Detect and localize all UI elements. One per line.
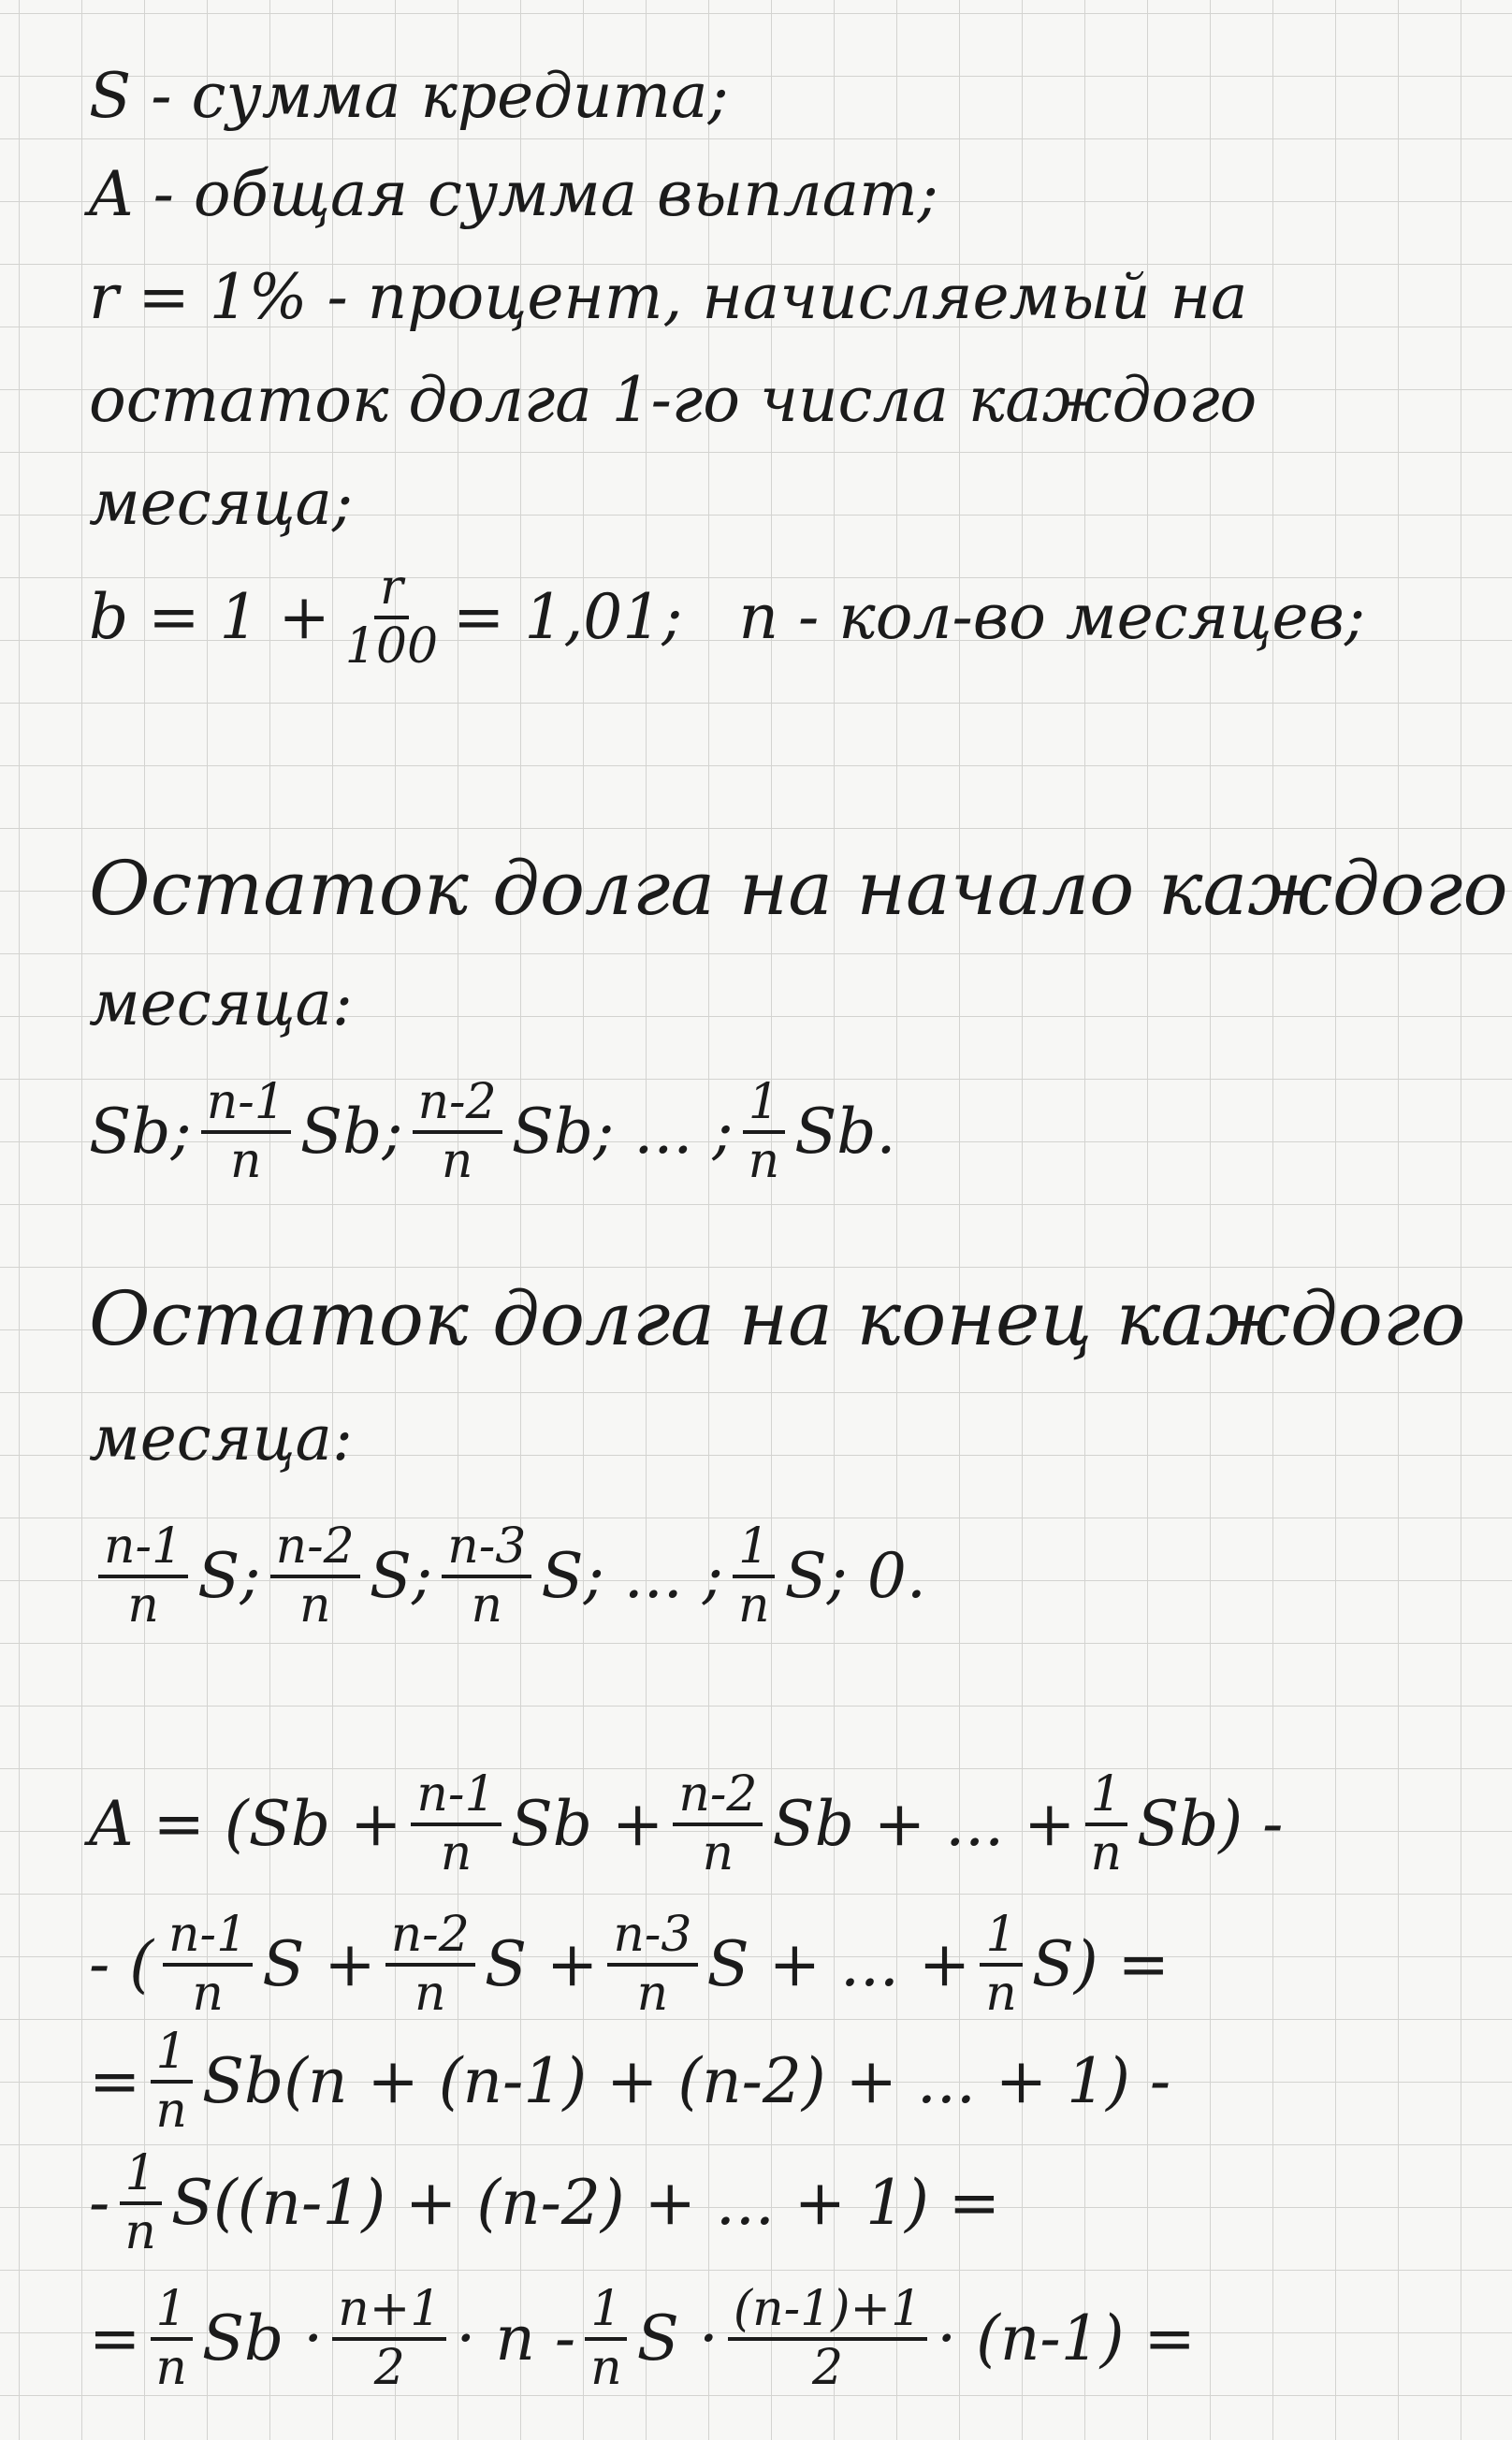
d5-fraction-4-numerator: (n-1)+1	[728, 2284, 927, 2341]
start-heading-text-2: месяца:	[89, 967, 354, 1039]
d3-part-a: =	[89, 2045, 141, 2117]
d5-fraction-1	[150, 2281, 193, 2396]
derivation-line-5	[89, 2273, 1196, 2404]
d5-fraction-2-denominator: 2	[373, 2340, 405, 2396]
end-fraction-2-numerator: n-2	[270, 1521, 360, 1578]
d1-part-c: Sb + ... +	[772, 1788, 1076, 1860]
d5-fraction-2	[332, 2281, 446, 2396]
b-rhs: = 1,01;	[453, 581, 683, 653]
d1-fraction-2-denominator: n	[702, 1825, 734, 1881]
start-fraction-3	[743, 1074, 786, 1189]
definition-b	[89, 543, 1365, 692]
start-fraction-1	[201, 1074, 291, 1189]
d4-part-a: -	[89, 2167, 110, 2239]
start-fraction-3-numerator: 1	[743, 1077, 785, 1134]
d5-fraction-3	[585, 2281, 628, 2396]
start-fraction-1-numerator: n-1	[201, 1077, 291, 1134]
start-fraction-2-numerator: n-2	[413, 1077, 502, 1134]
end-term-3: S; ... ;	[541, 1540, 723, 1612]
end-heading-line-2	[89, 1402, 354, 1474]
d5-fraction-4	[728, 2281, 927, 2396]
definition-s-text: S - сумма кредита;	[89, 60, 729, 132]
end-fraction-3	[442, 1518, 531, 1634]
d5-part-d: S ·	[636, 2302, 719, 2375]
d1-fraction-1-numerator: n-1	[411, 1769, 501, 1826]
n-definition: n - кол-во месяцев;	[738, 581, 1366, 653]
start-term-3: Sb; ... ;	[511, 1096, 734, 1168]
d5-part-b: Sb ·	[201, 2302, 324, 2375]
d2-fraction-2-numerator: n-2	[385, 1910, 475, 1967]
end-fraction-3-numerator: n-3	[442, 1521, 531, 1578]
d5-part-c: · n -	[456, 2302, 576, 2375]
b-fraction	[340, 559, 443, 675]
end-term-4: S; 0.	[784, 1540, 926, 1612]
end-fraction-1-denominator: n	[127, 1577, 159, 1634]
end-heading-text-1: Остаток долга на конец каждого	[89, 1275, 1466, 1362]
d4-fraction	[119, 2145, 162, 2260]
d5-fraction-1-numerator: 1	[151, 2284, 193, 2341]
d2-part-a: - (	[89, 1928, 154, 2000]
end-fraction-2-denominator: n	[298, 1577, 331, 1634]
d2-fraction-3-numerator: n-3	[607, 1910, 697, 1967]
definition-r-line-2	[89, 364, 1258, 436]
b-fraction-numerator: r	[374, 562, 409, 619]
d1-part-b: Sb +	[510, 1788, 664, 1860]
d2-part-b: S +	[262, 1928, 376, 2000]
definition-s	[89, 60, 729, 132]
d1-fraction-1	[411, 1766, 501, 1881]
d2-fraction-4-denominator: n	[985, 1966, 1017, 2022]
d5-part-a: =	[89, 2302, 141, 2375]
definition-r-line-3	[89, 467, 354, 539]
start-heading-line-1	[89, 845, 1508, 932]
d1-part-d: Sb) -	[1136, 1788, 1284, 1860]
start-fraction-2	[413, 1074, 502, 1189]
d2-part-e: S) =	[1031, 1928, 1170, 2000]
d1-fraction-3	[1084, 1766, 1127, 1881]
definition-a-text: A - общая сумма выплат;	[89, 158, 938, 230]
d1-fraction-2-numerator: n-2	[673, 1769, 763, 1826]
d5-fraction-2-numerator: n+1	[332, 2284, 446, 2341]
b-lhs: b = 1 +	[89, 581, 330, 653]
end-fraction-4-numerator: 1	[733, 1521, 775, 1578]
derivation-line-3	[89, 2021, 1170, 2142]
derivation-line-1	[89, 1754, 1283, 1895]
end-fraction-4	[733, 1518, 776, 1634]
end-heading-line-1	[89, 1275, 1466, 1362]
d2-part-d: S + ... +	[706, 1928, 971, 2000]
definition-r-line-1	[89, 261, 1248, 333]
end-term-2: S;	[369, 1540, 433, 1612]
d1-fraction-3-denominator: n	[1090, 1825, 1122, 1881]
derivation-line-4	[89, 2142, 1000, 2264]
definition-r-text-2: остаток долга 1-го числа каждого	[89, 364, 1258, 436]
d2-fraction-3	[607, 1907, 697, 2022]
start-heading-line-2	[89, 967, 354, 1039]
d3-fraction-numerator: 1	[151, 2026, 193, 2084]
definition-r-text-3: месяца;	[89, 467, 354, 539]
end-heading-text-2: месяца:	[89, 1402, 354, 1474]
d1-fraction-3-numerator: 1	[1085, 1769, 1127, 1826]
d2-fraction-4-numerator: 1	[980, 1910, 1022, 1967]
d4-fraction-denominator: n	[124, 2204, 156, 2260]
d3-fraction-denominator: n	[155, 2083, 187, 2139]
d5-fraction-1-denominator: n	[155, 2340, 187, 2396]
d2-fraction-1	[163, 1907, 253, 2022]
start-fraction-2-denominator: n	[441, 1133, 473, 1189]
d2-fraction-2-denominator: n	[414, 1966, 446, 2022]
d4-part-b: S((n-1) + (n-2) + ... + 1) =	[170, 2167, 1001, 2239]
d2-fraction-2	[385, 1907, 475, 2022]
start-term-1: Sb;	[89, 1096, 192, 1168]
definition-a	[89, 158, 938, 230]
d2-fraction-3-denominator: n	[636, 1966, 669, 2022]
d5-fraction-3-numerator: 1	[585, 2284, 627, 2341]
d1-fraction-2	[673, 1766, 763, 1881]
definition-r-text-1: r = 1% - процент, начисляемый на	[89, 261, 1248, 333]
d2-part-c: S +	[484, 1928, 599, 2000]
d1-part-a: A = (Sb +	[89, 1788, 402, 1860]
end-fraction-2	[270, 1518, 360, 1634]
end-sequence	[89, 1506, 926, 1647]
d4-fraction-numerator: 1	[120, 2148, 162, 2205]
end-fraction-1	[98, 1518, 188, 1634]
end-fraction-1-numerator: n-1	[98, 1521, 188, 1578]
d5-fraction-4-denominator: 2	[811, 2340, 844, 2396]
start-fraction-1-denominator: n	[230, 1133, 262, 1189]
derivation-line-2	[89, 1895, 1170, 2035]
start-sequence	[89, 1062, 896, 1202]
d2-fraction-1-denominator: n	[192, 1966, 224, 2022]
start-fraction-3-denominator: n	[748, 1133, 780, 1189]
b-fraction-denominator: 100	[344, 618, 439, 675]
d1-fraction-1-denominator: n	[440, 1825, 472, 1881]
end-fraction-4-denominator: n	[737, 1577, 770, 1634]
end-fraction-3-denominator: n	[471, 1577, 503, 1634]
d5-fraction-3-denominator: n	[590, 2340, 622, 2396]
start-term-4: Sb.	[794, 1096, 896, 1168]
d3-fraction	[150, 2024, 193, 2139]
d5-part-e: · (n-1) =	[937, 2302, 1196, 2375]
d3-part-b: Sb(n + (n-1) + (n-2) + ... + 1) -	[201, 2045, 1171, 2117]
end-term-1: S;	[197, 1540, 261, 1612]
d2-fraction-1-numerator: n-1	[163, 1910, 253, 1967]
start-term-2: Sb;	[299, 1096, 403, 1168]
d2-fraction-4	[980, 1907, 1023, 2022]
start-heading-text-1: Остаток долга на начало каждого	[89, 845, 1508, 932]
